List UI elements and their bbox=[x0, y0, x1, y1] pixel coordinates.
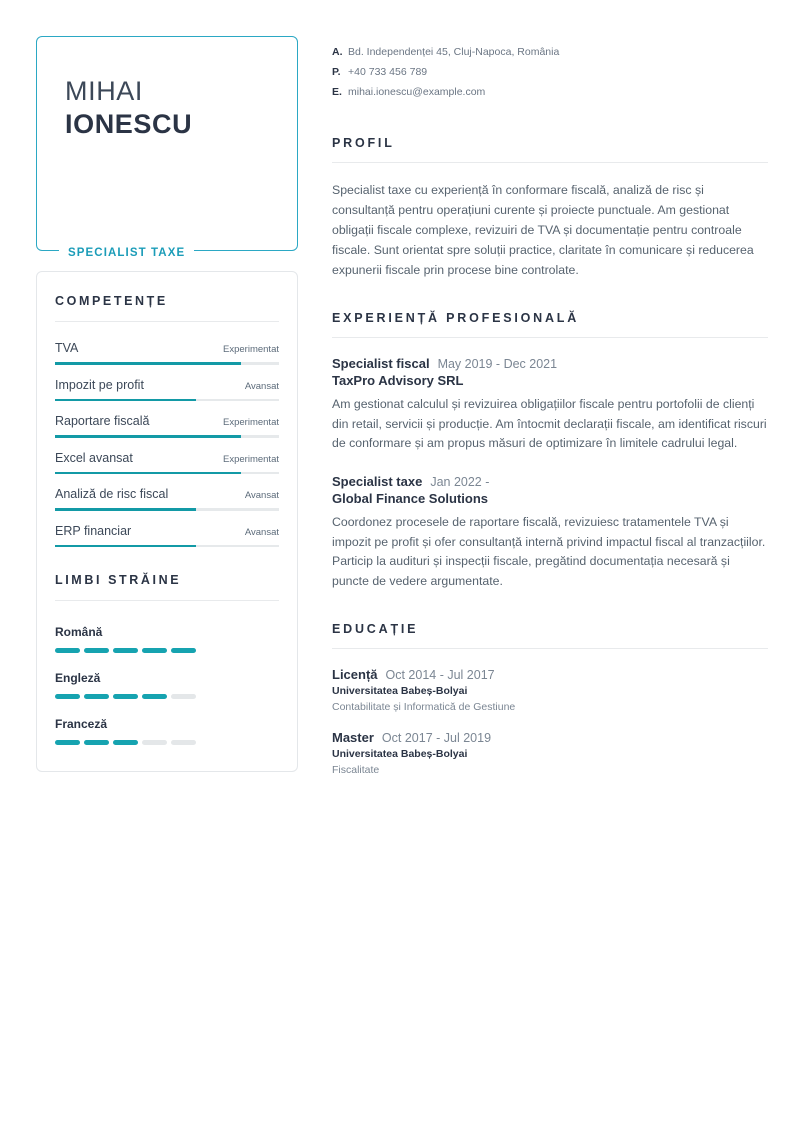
education-entry bbox=[332, 730, 768, 776]
skill-bar-fill bbox=[55, 399, 196, 402]
languages-list bbox=[55, 607, 279, 745]
skill-bar-track bbox=[55, 545, 279, 548]
education-entry bbox=[332, 667, 768, 713]
skill-level: Experimentat bbox=[223, 344, 279, 355]
skill-row bbox=[55, 511, 279, 548]
skill-header bbox=[55, 414, 279, 428]
last-name: IONESCU bbox=[65, 108, 193, 139]
language-level-segment bbox=[55, 694, 80, 699]
language-level-segment bbox=[113, 694, 138, 699]
education-school: Universitatea Babeș-Bolyai bbox=[332, 684, 468, 697]
education-field: Fiscalitate bbox=[332, 763, 380, 776]
skill-bar-fill bbox=[55, 435, 241, 438]
education-list bbox=[332, 667, 768, 776]
skill-header bbox=[55, 451, 279, 465]
education-heading: EDUCAȚIE bbox=[332, 622, 768, 649]
language-level-segment bbox=[55, 740, 80, 745]
education-degree: Licență bbox=[332, 666, 378, 682]
skill-bar-track bbox=[55, 435, 279, 438]
language-name: Engleză bbox=[55, 671, 101, 685]
language-level-segment bbox=[55, 648, 80, 653]
experience-company: Global Finance Solutions bbox=[332, 491, 489, 507]
skill-header bbox=[55, 487, 279, 501]
language-level-segment bbox=[171, 740, 196, 745]
language-level-segment bbox=[171, 648, 196, 653]
education-entry-header bbox=[332, 730, 768, 745]
skill-header bbox=[55, 378, 279, 392]
language-level-meter bbox=[55, 740, 279, 745]
language-row bbox=[55, 653, 279, 699]
skill-row bbox=[55, 328, 279, 365]
skill-bar-track bbox=[55, 472, 279, 475]
language-level-segment bbox=[142, 740, 167, 745]
contact-row-email bbox=[332, 82, 768, 102]
sidebar bbox=[36, 36, 298, 772]
skill-level: Experimentat bbox=[223, 417, 279, 428]
education-section bbox=[332, 622, 768, 776]
contact-row-address bbox=[332, 42, 768, 62]
sidebar-card bbox=[36, 271, 298, 772]
language-level-segment bbox=[171, 694, 196, 699]
language-level-segment bbox=[84, 694, 109, 699]
experience-company: TaxPro Advisory SRL bbox=[332, 373, 464, 388]
language-name: Română bbox=[55, 625, 103, 639]
education-field: Contabilitate și Informatică de Gestiune bbox=[332, 700, 516, 713]
contact-key: E. bbox=[332, 86, 342, 99]
skill-bar-fill bbox=[55, 362, 241, 365]
contact-key: A. bbox=[332, 46, 343, 58]
skill-bar-fill bbox=[55, 508, 196, 511]
skills-heading: COMPETENȚE bbox=[55, 294, 279, 322]
skill-row bbox=[55, 474, 279, 511]
skill-bar-track bbox=[55, 399, 279, 402]
experience-entry-header bbox=[332, 474, 768, 489]
experience-entry-header bbox=[332, 356, 768, 371]
language-level-segment bbox=[113, 648, 138, 653]
language-row bbox=[55, 699, 279, 745]
language-name: Franceză bbox=[55, 717, 108, 731]
skill-bar-fill bbox=[55, 472, 241, 475]
experience-list bbox=[332, 356, 768, 592]
experience-entry bbox=[332, 356, 768, 454]
language-level-segment bbox=[113, 740, 138, 745]
skill-bar-track bbox=[55, 508, 279, 511]
experience-description: Am gestionat calculul și revizuirea obligațiilor fiscale pentru portofolii de clienți din retail, servicii și producție. Am întocmit declarații fiscale, am identificat riscuri de conformare și am propus măsuri de optimizare în limitele cadrului legal. bbox=[332, 397, 767, 451]
skill-bar-track bbox=[55, 362, 279, 365]
skill-name: Impozit pe profit bbox=[55, 377, 144, 392]
profile-heading: PROFIL bbox=[332, 136, 768, 163]
profile-section bbox=[332, 136, 768, 281]
skill-header bbox=[55, 341, 279, 355]
skill-level: Avansat bbox=[244, 490, 279, 501]
education-dates: Oct 2014 - Jul 2017 bbox=[385, 667, 495, 682]
language-row bbox=[55, 607, 279, 653]
language-level-segment bbox=[84, 648, 109, 653]
experience-dates: May 2019 - Dec 2021 bbox=[437, 357, 558, 371]
education-entry-header bbox=[332, 667, 768, 682]
experience-heading: EXPERIENȚĂ PROFESIONALĂ bbox=[332, 311, 768, 338]
main-content bbox=[332, 36, 768, 806]
experience-dates: Jan 2022 - bbox=[430, 475, 490, 490]
skill-level: Avansat bbox=[244, 526, 279, 538]
education-school: Universitatea Babeș-Bolyai bbox=[332, 747, 468, 760]
experience-description: Coordonez procesele de raportare fiscală, revizuiesc tratamentele TVA și impozit pe profit și ofer consultanță internă privind impactul fiscal al tranzacțiilor. Particip la audituri și inspecții fiscale, pregătind documentația necesară și puncte de vedere argumentate. bbox=[332, 515, 766, 589]
name-card bbox=[36, 36, 298, 259]
skill-name: ERP financiar bbox=[55, 523, 132, 538]
contact-value: +40 733 456 789 bbox=[348, 66, 428, 79]
job-title: SPECIALIST TAXE bbox=[59, 247, 194, 259]
contact-value: mihai.ionescu@example.com bbox=[348, 86, 486, 99]
skill-name: Raportare fiscală bbox=[55, 414, 150, 428]
skill-row bbox=[55, 401, 279, 438]
language-level-segment bbox=[84, 740, 109, 745]
language-level-segment bbox=[142, 694, 167, 699]
languages-heading: LIMBI STRĂINE bbox=[55, 573, 279, 601]
contact-row-phone bbox=[332, 62, 768, 82]
skill-level: Experimentat bbox=[223, 453, 279, 465]
education-dates: Oct 2017 - Jul 2019 bbox=[381, 730, 492, 745]
profile-text: Specialist taxe cu experiență în conformare fiscală, analiză de risc și consultanță pentru operațiuni curente și proiecte punctuale. Am gestionat obligații fiscale complexe, revizuiri de TVA și documentație pentru controale fiscale. Sunt orientat spre soluții practice, claritate în comunicare și reducerea expunerii fiscale prin procese bine controlate. bbox=[332, 183, 754, 278]
skill-name: Excel avansat bbox=[55, 450, 133, 465]
contact-value: Bd. Independenței 45, Cluj-Napoca, România bbox=[348, 46, 560, 58]
contact-list bbox=[332, 42, 768, 102]
experience-section bbox=[332, 311, 768, 592]
skill-level: Avansat bbox=[244, 380, 279, 392]
skill-row bbox=[55, 365, 279, 402]
skill-bar-fill bbox=[55, 545, 196, 548]
contact-key: P. bbox=[332, 66, 341, 79]
experience-entry bbox=[332, 474, 768, 592]
first-name: MIHAI bbox=[65, 76, 144, 106]
skill-row bbox=[55, 438, 279, 475]
skills-list bbox=[55, 328, 279, 547]
skill-header bbox=[55, 524, 279, 538]
language-level-segment bbox=[142, 648, 167, 653]
experience-role: Specialist taxe bbox=[332, 474, 423, 490]
experience-role: Specialist fiscal bbox=[332, 356, 430, 371]
skill-name: TVA bbox=[55, 341, 79, 355]
education-degree: Master bbox=[332, 729, 374, 745]
skill-name: Analiză de risc fiscal bbox=[55, 487, 169, 501]
